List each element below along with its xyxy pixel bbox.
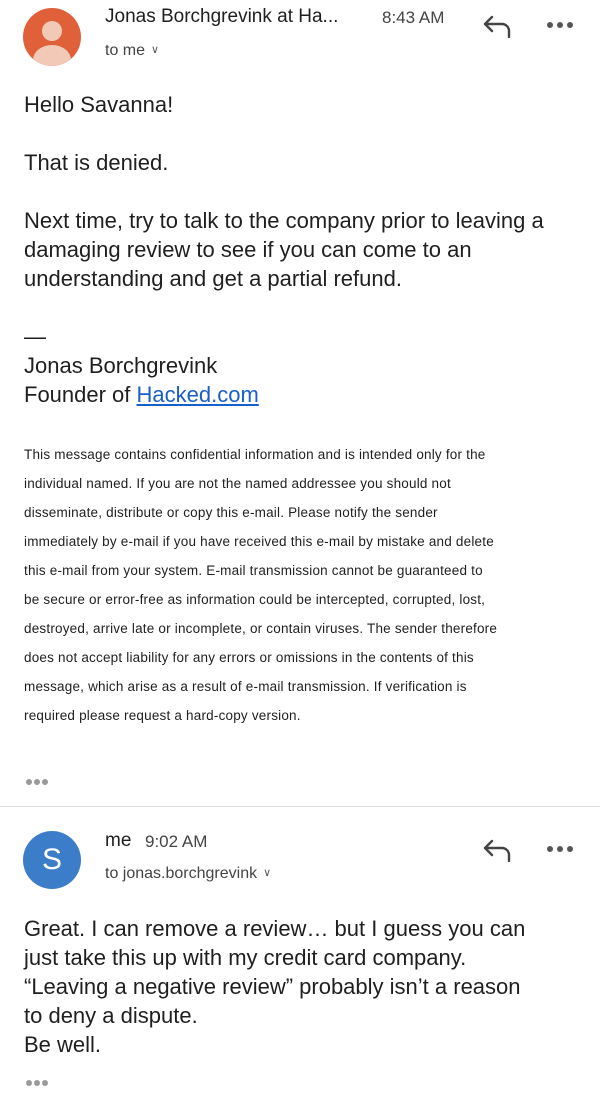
disclaimer-line: message, which arise as a result of e-mail transmission. If verification is <box>24 679 467 694</box>
body-line: Be well. <box>24 1032 102 1057</box>
sender-avatar[interactable] <box>23 831 81 889</box>
greeting: Hello Savanna! <box>24 92 174 117</box>
message-body <box>24 914 584 1059</box>
recipient-label: to jonas.borchgrevink <box>105 865 258 882</box>
disclaimer-line: required please request a hard-copy version. <box>24 708 301 723</box>
reply-arrow-icon[interactable] <box>482 14 512 38</box>
show-trimmed-content-icon[interactable] <box>26 1080 50 1086</box>
message-body <box>24 90 569 409</box>
disclaimer-line: individual named. If you are not the named addressee you should not <box>24 476 451 491</box>
signature-title <box>24 380 569 409</box>
disclaimer <box>24 440 580 730</box>
recipient-label: to me <box>105 42 146 59</box>
body-line: just take this up with my credit card company. <box>24 945 467 970</box>
hacked-com-link[interactable]: Hacked.com <box>136 382 259 407</box>
more-horizontal-icon[interactable] <box>547 22 573 30</box>
message-time: 9:02 AM <box>145 832 208 851</box>
sender-name[interactable]: Jonas Borchgrevink at Ha... <box>105 6 339 27</box>
disclaimer-line: disseminate, distribute or copy this e-mail. Please notify the sender <box>24 505 438 520</box>
disclaimer-line: destroyed, arrive late or incomplete, or contain viruses. The sender therefore <box>24 621 498 636</box>
disclaimer-line: does not accept liability for any errors or omissions in the contents of this <box>24 650 474 665</box>
signature-title-prefix: Founder of <box>24 382 137 407</box>
chevron-down-icon: ∨ <box>263 867 272 879</box>
recipient-toggle[interactable] <box>105 42 159 60</box>
avatar-person-body-icon <box>33 45 71 66</box>
show-trimmed-content-icon[interactable] <box>26 779 50 785</box>
signature-dash: — <box>24 324 46 349</box>
body-line: to deny a dispute. <box>24 1003 198 1028</box>
message-divider <box>0 806 600 807</box>
disclaimer-line: this e-mail from your system. E-mail transmission cannot be guaranteed to <box>24 563 483 578</box>
body-paragraph: Next time, try to talk to the company prior to leaving a damaging review to see if you can come to an understanding and get a partial refund. <box>24 208 544 291</box>
body-line: “Leaving a negative review” probably isn’t a reason <box>24 974 521 999</box>
recipient-toggle[interactable] <box>105 865 271 883</box>
chevron-down-icon: ∨ <box>151 44 160 56</box>
avatar-person-head-icon <box>42 21 62 41</box>
body-line: That is denied. <box>24 150 169 175</box>
more-horizontal-icon[interactable] <box>547 846 573 854</box>
signature-name: Jonas Borchgrevink <box>24 353 218 378</box>
body-line: Great. I can remove a review… but I guess you can <box>24 916 526 941</box>
reply-arrow-icon[interactable] <box>482 838 512 862</box>
disclaimer-line: be secure or error-free as information could be intercepted, corrupted, lost, <box>24 592 486 607</box>
disclaimer-line: immediately by e-mail if you have received this e-mail by mistake and delete <box>24 534 494 549</box>
avatar-letter: S <box>41 843 62 876</box>
disclaimer-line: This message contains confidential information and is intended only for the <box>24 447 486 462</box>
sender-name[interactable]: me <box>105 830 132 851</box>
message-time: 8:43 AM <box>382 8 445 27</box>
sender-avatar[interactable] <box>23 8 81 66</box>
